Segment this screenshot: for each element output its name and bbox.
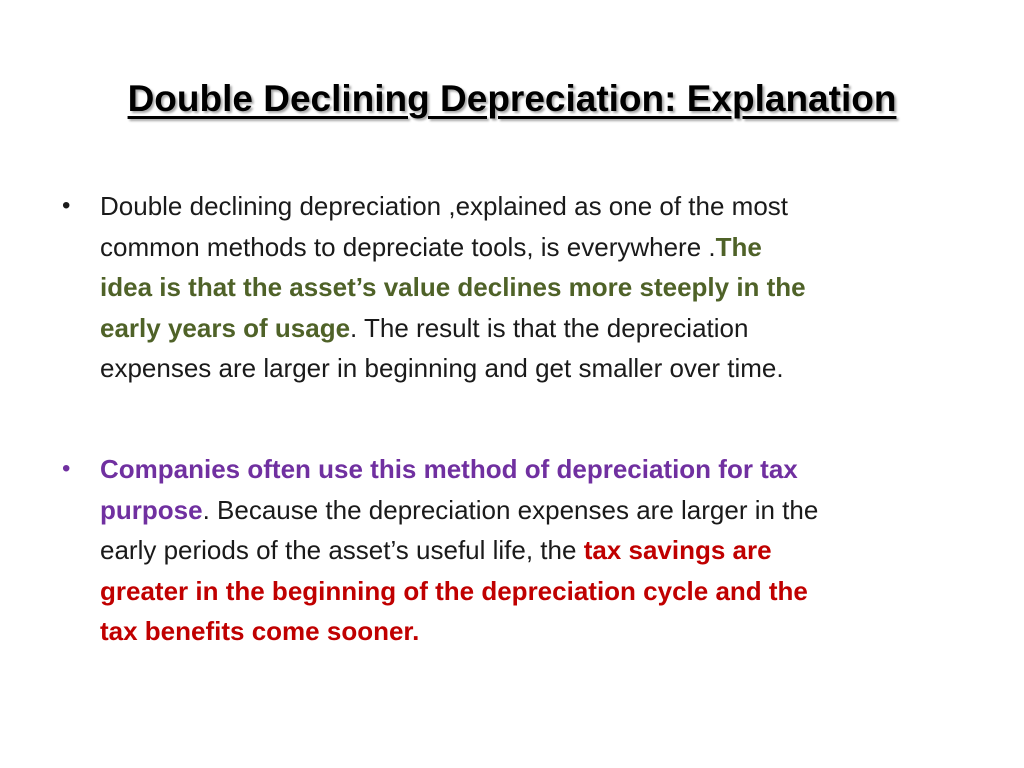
text-line	[100, 227, 972, 268]
highlight-red-text: greater in the beginning of the depreciation cycle and the	[100, 575, 808, 606]
text-line	[100, 530, 972, 571]
text-run: . The result is that the depreciation	[350, 312, 749, 343]
text-line	[100, 449, 972, 490]
bullet-marker: •	[62, 455, 71, 482]
text-run: . Because the depreciation expenses are larger in the	[202, 494, 819, 525]
text-line	[100, 308, 972, 349]
highlight-green-text: early years of usage	[100, 312, 351, 343]
bullet-item-1	[62, 186, 972, 389]
text-run: Double declining depreciation ,explained as one of the most	[100, 191, 789, 221]
text-run: expenses are larger in beginning and get smaller over time.	[100, 353, 784, 383]
text-line	[100, 490, 972, 531]
text-run: common methods to depreciate tools, is everywhere .	[100, 231, 716, 262]
text-line	[100, 348, 972, 389]
text-run: early periods of the asset’s useful life, the	[100, 535, 584, 565]
highlight-red-text: tax savings are	[583, 535, 772, 565]
bullet-marker: •	[62, 192, 71, 219]
highlight-red-text: tax benefits come sooner.	[100, 616, 420, 646]
bullet-item-2	[62, 449, 972, 652]
text-line	[100, 611, 972, 652]
text-line	[100, 267, 972, 308]
slide-title: Double Declining Depreciation: Explanation	[127, 78, 897, 119]
bullet-text	[100, 186, 972, 389]
highlight-green-text: idea is that the asset’s value declines more steeply in the	[100, 272, 806, 302]
text-line	[100, 186, 972, 227]
bullet-text	[100, 449, 972, 652]
text-line	[100, 571, 972, 612]
highlight-purple-text: Companies often use this method of depreciation for tax	[100, 454, 798, 484]
highlight-purple-text: purpose	[100, 494, 203, 525]
highlight-green-text: The	[715, 231, 762, 262]
